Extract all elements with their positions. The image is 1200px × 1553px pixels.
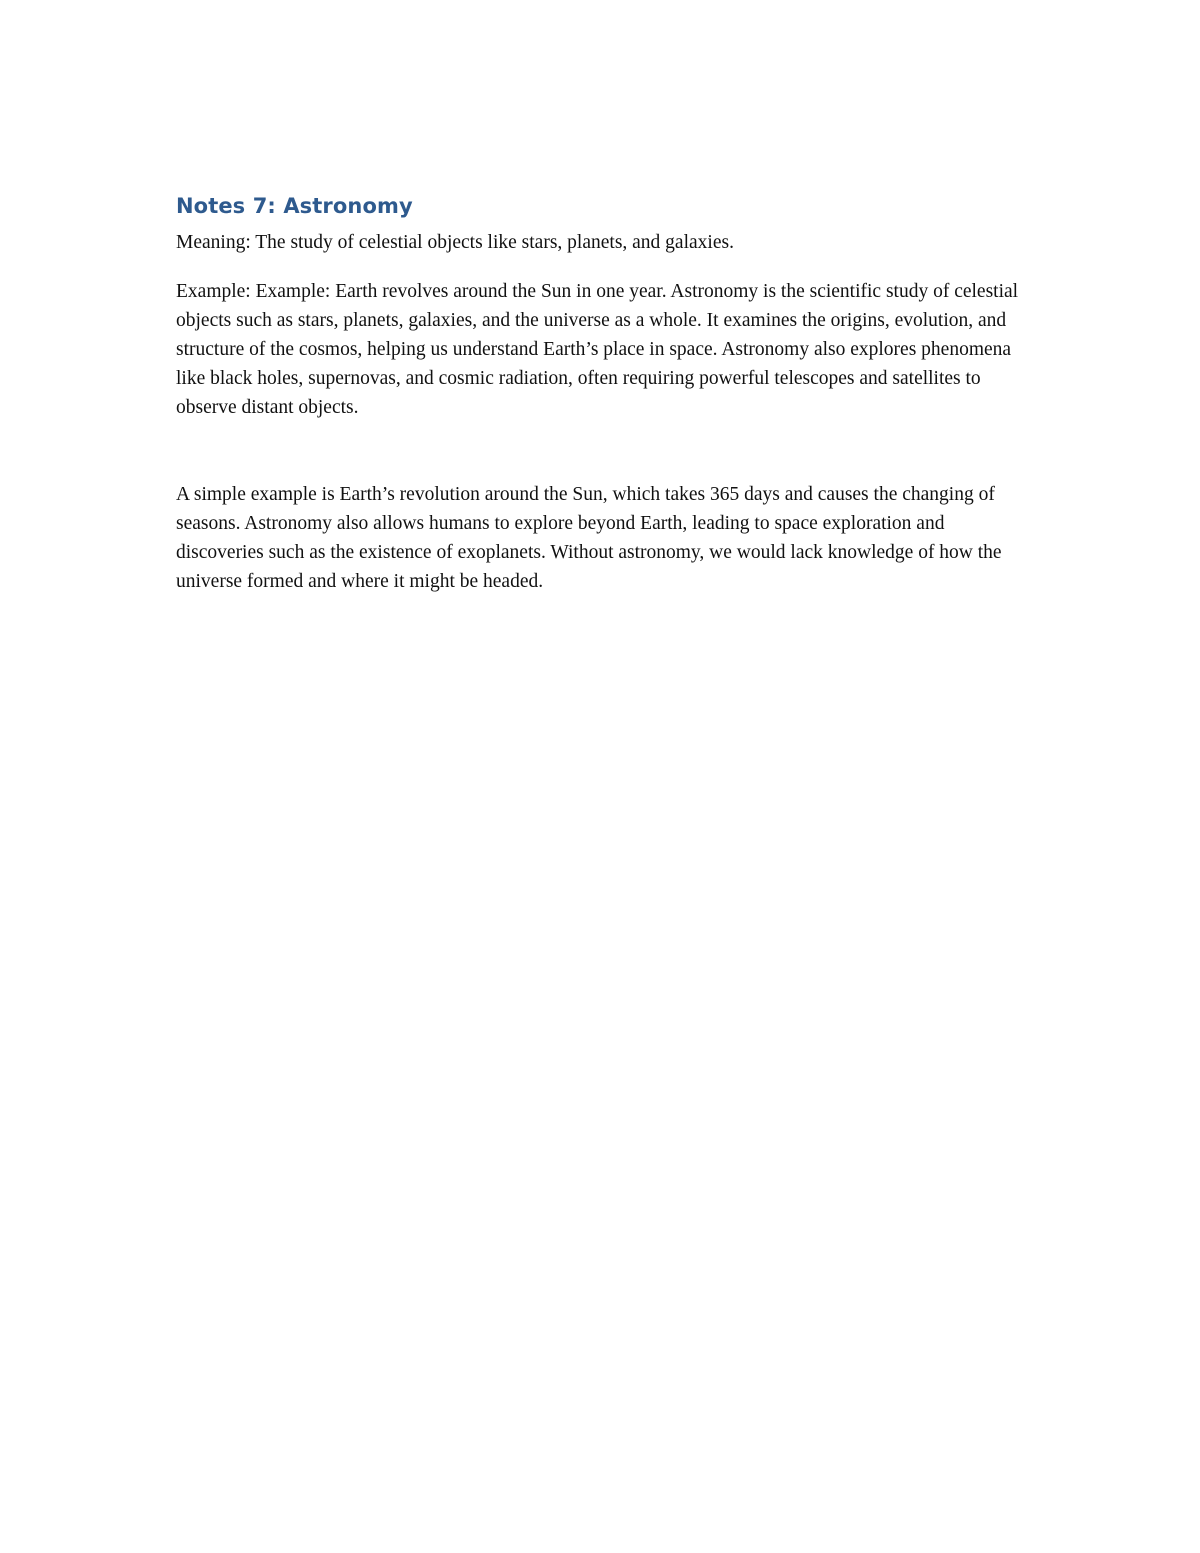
additional-example-paragraph: A simple example is Earth’s revolution around the Sun, which takes 365 days and causes the changing of seasons. Astronomy also allows humans to explore beyond Earth, leading to space exploration and discoveries such as the existence of exoplanets. Without astronomy, we would lack knowledge of how the universe formed and where it might be headed. (176, 484, 1002, 592)
document-title: Notes 7: Astronomy (176, 194, 413, 218)
meaning-paragraph: Meaning: The study of celestial objects like stars, planets, and galaxies. (176, 232, 734, 253)
example-paragraph: Example: Example: Earth revolves around the Sun in one year. Astronomy is the scientific study of celestial objects such as stars, planets, galaxies, and the universe as a whole. It examines the origins, evolution, and structure of the cosmos, helping us understand Earth’s place in space. Astronomy also explores phenomena like black holes, supernovas, and cosmic radiation, often requiring powerful telescopes and satellites to observe distant objects. (176, 281, 1019, 418)
document-body (176, 190, 1026, 596)
